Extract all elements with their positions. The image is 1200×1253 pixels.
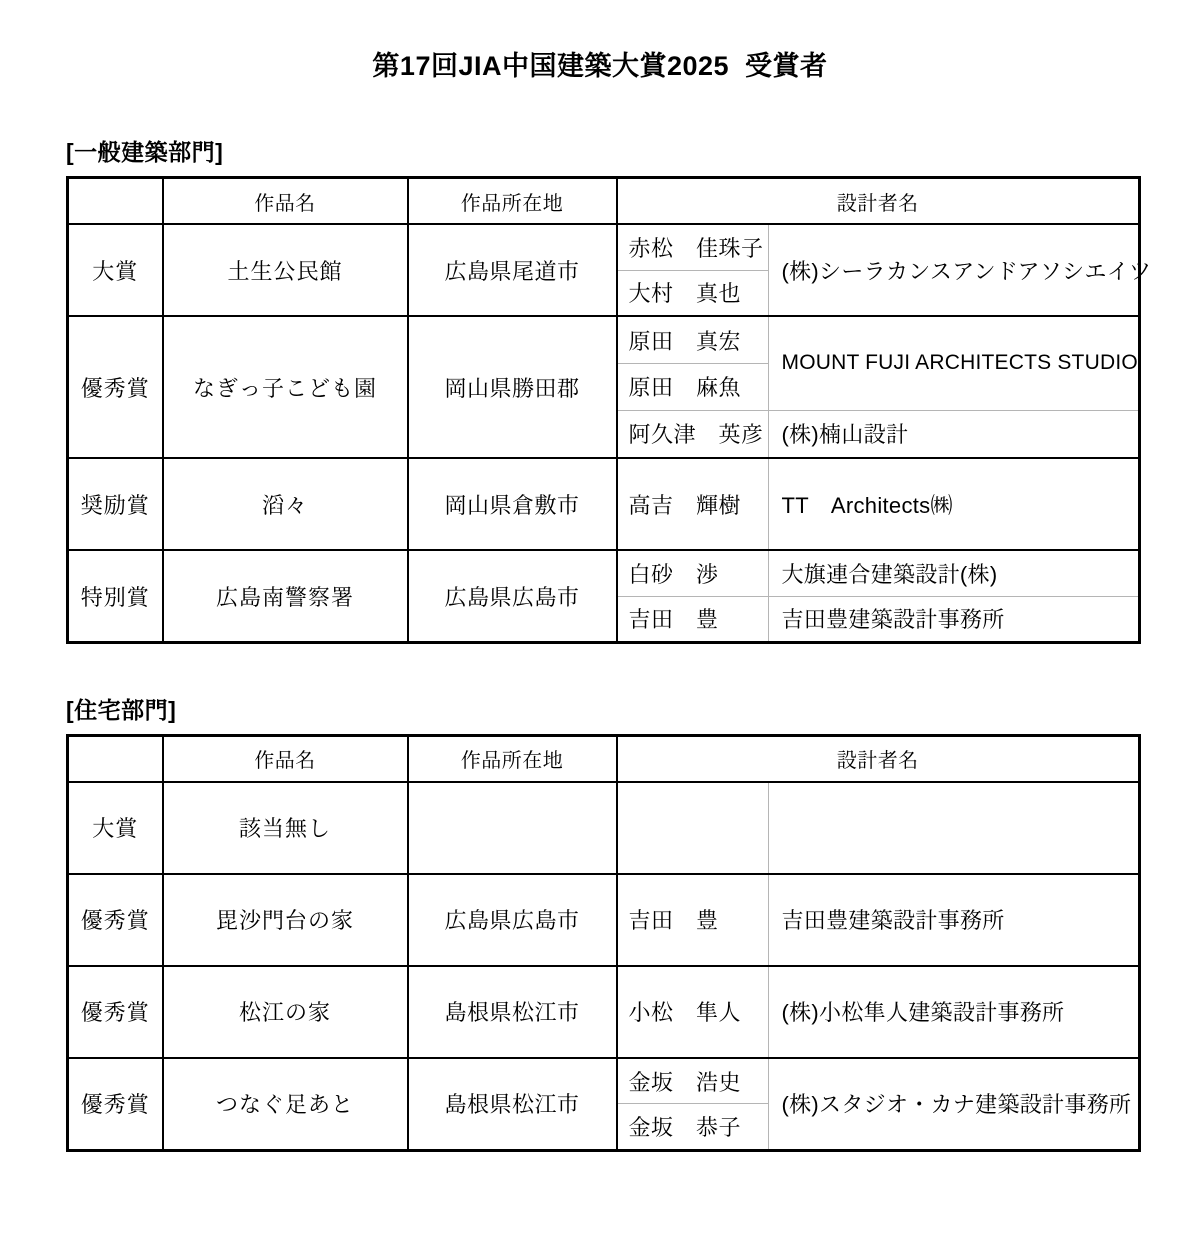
designer-person-name: 小松 隼人 xyxy=(628,1000,742,1026)
designer-group xyxy=(618,1059,1139,1149)
designer-group-list xyxy=(618,225,1152,315)
award-name-cell: 奨励賞 xyxy=(68,458,163,550)
table-row xyxy=(68,316,1140,458)
designer-person-name: 吉田 豊 xyxy=(628,607,719,633)
designer-person-name: 原田 真宏 xyxy=(618,317,768,364)
table-header xyxy=(68,178,1140,225)
designer-group-list xyxy=(618,783,1139,873)
table-row xyxy=(68,1058,1140,1151)
designer-office-name xyxy=(769,783,1139,873)
column-header-location: 作品所在地 xyxy=(408,178,617,225)
designer-person-name: 大村 真也 xyxy=(628,281,742,307)
designer-cell xyxy=(617,224,1152,316)
column-header-location: 作品所在地 xyxy=(408,735,617,782)
work-location-cell xyxy=(408,782,617,874)
work-title-cell: 滔々 xyxy=(163,458,408,550)
header-row xyxy=(68,178,1140,225)
designer-person-name xyxy=(618,783,768,873)
designer-person-name: 金坂 恭子 xyxy=(628,1115,742,1141)
header-row xyxy=(68,735,1140,782)
designer-group-list xyxy=(618,1059,1139,1149)
work-location-cell: 島根県松江市 xyxy=(408,1058,617,1151)
designer-person-list xyxy=(618,459,769,549)
column-header-award xyxy=(68,178,163,225)
column-header-designer: 設計者名 xyxy=(617,178,1140,225)
designer-office-name: TT Architects㈱ xyxy=(781,492,953,518)
work-location-cell: 岡山県勝田郡 xyxy=(408,316,617,458)
work-title-cell: つなぐ足あと xyxy=(163,1058,408,1151)
work-title-cell: 該当無し xyxy=(163,782,408,874)
designer-office-name: (株)スタジオ・カナ建築設計事務所 xyxy=(781,1092,1132,1118)
designer-cell xyxy=(617,1058,1140,1151)
designer-office-name: MOUNT FUJI ARCHITECTS STUDIO xyxy=(781,351,1138,375)
designer-person-name: 白砂 渉 xyxy=(628,561,719,587)
column-header-award xyxy=(68,735,163,782)
designer-group xyxy=(618,225,1152,315)
designer-group-list xyxy=(618,967,1139,1057)
table-row xyxy=(68,966,1140,1058)
designer-office-name: 吉田豊建築設計事務所 xyxy=(781,607,1005,633)
award-name-cell: 大賞 xyxy=(68,782,163,874)
work-location-cell: 広島県広島市 xyxy=(408,874,617,966)
table-row xyxy=(68,874,1140,966)
award-name-cell: 特別賞 xyxy=(68,550,163,643)
work-title-cell: 広島南警察署 xyxy=(163,550,408,643)
designer-group xyxy=(618,551,1139,597)
award-name-cell: 優秀賞 xyxy=(68,966,163,1058)
designer-office-name: 吉田豊建築設計事務所 xyxy=(781,908,1005,934)
work-title-cell: 松江の家 xyxy=(163,966,408,1058)
section-housing xyxy=(66,696,1138,1152)
designer-group-list xyxy=(618,459,1139,549)
designer-office-name: (株)シーラカンスアンドアソシエイツ xyxy=(781,258,1152,284)
table-body xyxy=(68,224,1152,643)
designer-person-list xyxy=(618,225,769,315)
designer-cell xyxy=(617,550,1140,643)
table-row xyxy=(68,224,1140,316)
work-location-cell: 広島県尾道市 xyxy=(408,224,617,316)
work-title-cell: 毘沙門台の家 xyxy=(163,874,408,966)
designer-person-name: 赤松 佳珠子 xyxy=(618,225,768,271)
designer-group xyxy=(618,967,1139,1057)
designer-person-name: 原田 麻魚 xyxy=(628,375,742,401)
designer-office-name: (株)楠山設計 xyxy=(781,422,909,448)
award-name-cell: 優秀賞 xyxy=(68,1058,163,1151)
column-header-designer: 設計者名 xyxy=(617,735,1140,782)
award-name-cell: 優秀賞 xyxy=(68,874,163,966)
designer-group-list xyxy=(618,551,1139,641)
table-row xyxy=(68,782,1140,874)
work-location-cell: 岡山県倉敷市 xyxy=(408,458,617,550)
section-general-architecture xyxy=(66,138,1152,644)
designer-group xyxy=(618,875,1139,965)
designer-group xyxy=(618,459,1139,549)
designer-group-list xyxy=(618,317,1139,457)
table-row xyxy=(68,458,1140,550)
work-location-cell: 広島県広島市 xyxy=(408,550,617,643)
column-header-work: 作品名 xyxy=(163,735,408,782)
designer-cell xyxy=(617,458,1140,550)
designer-person-name: 阿久津 英彦 xyxy=(628,422,764,448)
table-header xyxy=(68,735,1140,782)
designer-person-list xyxy=(618,783,769,873)
designer-office-name: (株)小松隼人建築設計事務所 xyxy=(781,1000,1065,1026)
designer-cell xyxy=(617,966,1140,1058)
designer-group xyxy=(618,411,1139,457)
designer-group xyxy=(618,783,1139,873)
designer-person-name: 金坂 浩史 xyxy=(618,1059,768,1105)
award-name-cell: 優秀賞 xyxy=(68,316,163,458)
designer-person-name: 高吉 輝樹 xyxy=(628,492,742,518)
section-heading-general: [一般建築部門] xyxy=(66,139,224,166)
designer-person-name: 吉田 豊 xyxy=(628,908,719,934)
designer-person-list xyxy=(618,551,769,596)
designer-person-list xyxy=(618,597,769,642)
work-title-cell: 土生公民館 xyxy=(163,224,408,316)
designer-person-list xyxy=(618,411,769,457)
designer-cell xyxy=(617,874,1140,966)
section-heading-housing: [住宅部門] xyxy=(66,697,177,724)
table-row xyxy=(68,550,1140,643)
designer-group xyxy=(618,597,1139,642)
page-title: 第17回JIA中国建築大賞2025 受賞者 xyxy=(372,51,828,81)
designer-person-list xyxy=(618,317,769,410)
work-title-cell: なぎっ子こども園 xyxy=(163,316,408,458)
designer-group-list xyxy=(618,875,1139,965)
column-header-work: 作品名 xyxy=(163,178,408,225)
designer-office-name: 大旗連合建築設計(株) xyxy=(781,561,998,587)
housing-table xyxy=(66,734,1141,1152)
table-body xyxy=(68,782,1140,1151)
designer-person-list xyxy=(618,967,769,1057)
work-location-cell: 島根県松江市 xyxy=(408,966,617,1058)
designer-person-list xyxy=(618,1059,769,1149)
designer-person-list xyxy=(618,875,769,965)
designer-cell xyxy=(617,316,1140,458)
general-architecture-table xyxy=(66,176,1152,644)
designer-cell xyxy=(617,782,1140,874)
designer-group xyxy=(618,317,1139,411)
award-name-cell: 大賞 xyxy=(68,224,163,316)
